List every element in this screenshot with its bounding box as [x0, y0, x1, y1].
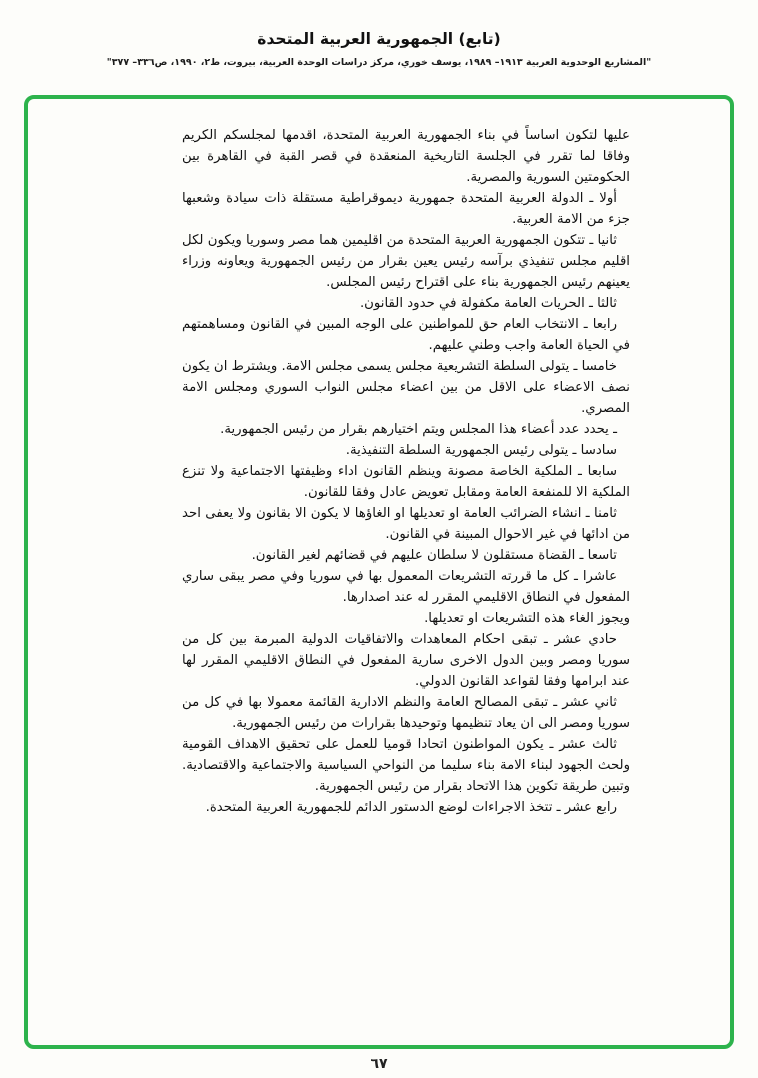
body-paragraph-article-2: ثانيا ـ تتكون الجمهورية العربية المتحدة من اقليمين هما مصر وسوريا ويكون لكل اقليم مجلس تنفيذي برآسه رئيس يعين بقرار من رئيس الجمهورية ويعاونه وزراء يعينهم رئيس الجمهورية بناء على اقتراح رئيس المجلس.	[182, 233, 630, 290]
body-paragraph-article-5: خامسا ـ يتولى السلطة التشريعية مجلس يسمى مجلس الامة. ويشترط ان يكون نصف الاعضاء على الاقل من بين اعضاء مجلس النواب السوري ومجلس الامة المصري.	[182, 359, 630, 416]
green-border-frame	[24, 95, 734, 1049]
body-paragraph-article-9: تاسعا ـ القضاة مستقلون لا سلطان عليهم في قضائهم لغير القانون.	[251, 548, 617, 563]
body-paragraph-article-5-note: ـ يحدد عدد أعضاء هذا المجلس ويتم اختيارهم بقرار من رئيس الجمهورية.	[220, 422, 617, 437]
bibliographic-reference: "المشاريع الوحدوية العربية ١٩١٣– ١٩٨٩، يوسف خوري، مركز دراسات الوحدة العربية، بيروت، ط٢، ١٩٩٠، ص٣٣٦– ٣٧٧"	[106, 57, 652, 68]
body-paragraph-article-11: حادي عشر ـ تبقى احكام المعاهدات والاتفاقيات الدولية المبرمة بين كل من سوريا ومصر وبين الدول الاخرى سارية المفعول في النطاق الاقليمي المقرر لها عند ابرامها وفقا لقواعد القانون الدولي.	[182, 632, 630, 689]
body-paragraph-article-12: ثاني عشر ـ تبقى المصالح العامة والنظم الادارية القائمة معمولا بها في كل من سوريا ومصر الى ان يعاد تنظيمها وتوحيدها بقرارات من رئيس الجمهورية.	[182, 695, 630, 731]
body-paragraph-article-6: سادسا ـ يتولى رئيس الجمهورية السلطة التنفيذية.	[345, 443, 617, 458]
page-number: ٦٧	[370, 1056, 388, 1072]
body-paragraph-article-1: أولا ـ الدولة العربية المتحدة جمهورية ديموقراطية مستقلة ذات سيادة وشعبها جزء من الامة العربية.	[182, 191, 630, 227]
body-paragraph-article-8: ثامنا ـ انشاء الضرائب العامة او تعديلها او الغاؤها لا يكون الا بقانون ولا يعفى احد من ادائها في غير الاحوال المبينة في القانون.	[182, 506, 630, 542]
body-paragraph-article-10-note: ويجوز الغاء هذه التشريعات او تعديلها.	[424, 611, 630, 626]
body-text-column	[182, 125, 630, 818]
body-paragraph-article-13: ثالث عشر ـ يكون المواطنون اتحادا قوميا للعمل على تحقيق الاهداف القومية ولحث الجهود لبناء الامة بناء سليما من النواحي السياسية والاجتماعية والاقتصادية. وتبين طريقة تكوين هذا الاتحاد بقرار من رئيس الجمهورية.	[182, 737, 630, 794]
body-paragraph-article-4: رابعا ـ الانتخاب العام حق للمواطنين على الوجه المبين في القانون ومساهمتهم في الحياة العامة واجب وطني عليهم.	[182, 317, 630, 353]
body-paragraph-article-14: رابع عشر ـ تتخذ الاجراءات لوضع الدستور الدائم للجمهورية العربية المتحدة.	[205, 800, 617, 815]
body-paragraph-intro: عليها لتكون اساساً في بناء الجمهورية العربية المتحدة، اقدمها لمجلسكم الكريم وفاقا لما تقرر في الجلسة التاريخية المنعقدة في قصر القبة في القاهرة بين الحكومتين السورية والمصرية.	[182, 128, 630, 185]
page-title: (تابع) الجمهورية العربية المتحدة	[257, 30, 501, 48]
document-header	[0, 30, 758, 68]
body-paragraph-article-3: ثالثا ـ الحريات العامة مكفولة في حدود القانون.	[359, 296, 617, 311]
body-paragraph-article-7: سابعا ـ الملكية الخاصة مصونة وينظم القانون اداء وظيفتها الاجتماعية ولا تنزع الملكية الا للمنفعة العامة ومقابل تعويض عادل وفقا للقانون.	[182, 464, 630, 500]
body-paragraph-article-10: عاشرا ـ كل ما قررته التشريعات المعمول بها في سوريا وفي مصر يبقى ساري المفعول في النطاق الاقليمي المقرر له عند اصدارها.	[182, 569, 630, 605]
